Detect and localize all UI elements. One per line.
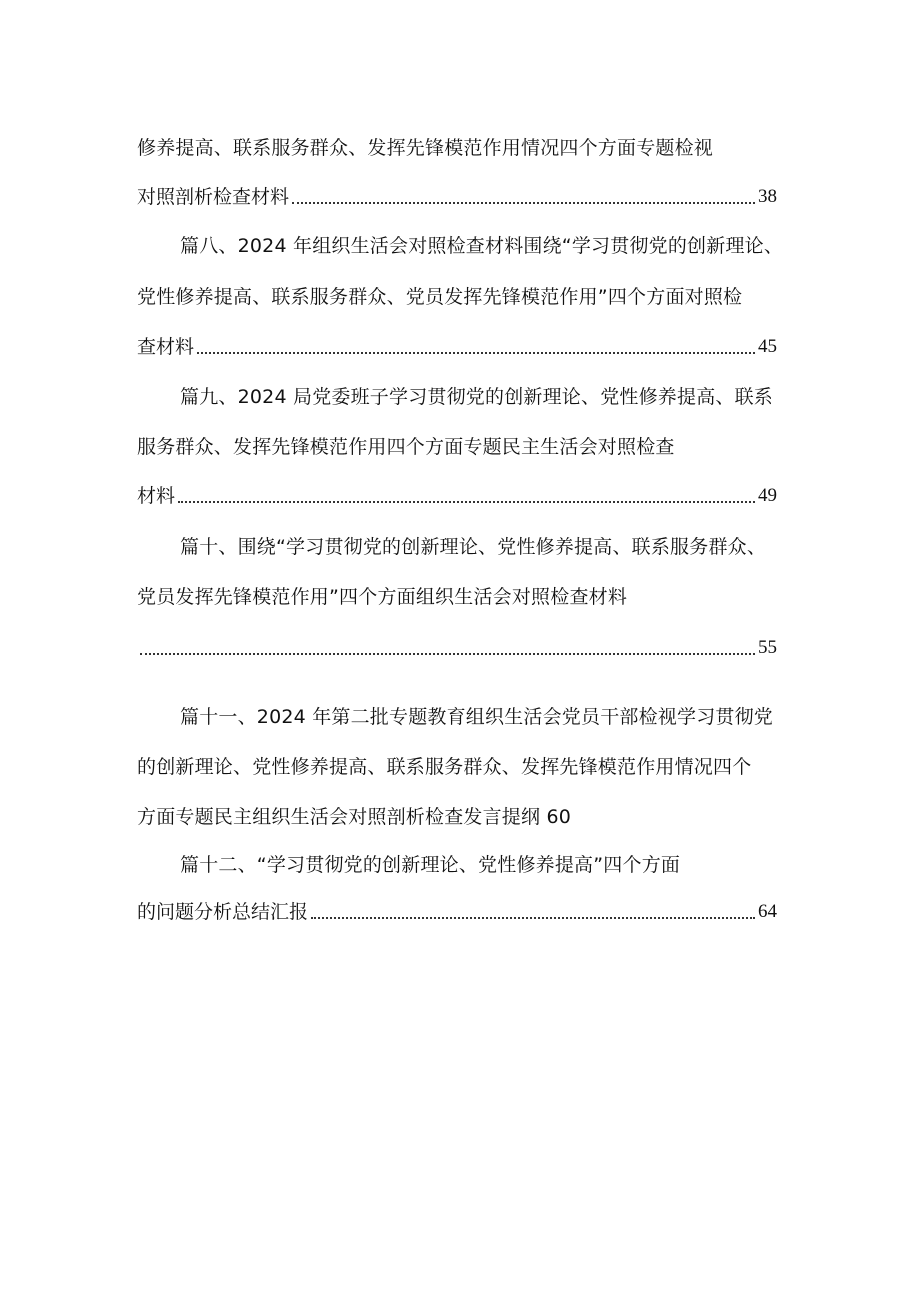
toc-entry-10-row[interactable]	[137, 634, 777, 662]
toc-entry-8-line-3: 查材料	[137, 336, 195, 358]
toc-entry-9-row[interactable]	[137, 482, 777, 510]
toc-entry-11-line-2: 的创新理论、党性修养提高、联系服务群众、发挥先锋模范作用情况四个	[137, 756, 752, 778]
toc-entry-10-line-1: 篇十、围绕“学习贯彻党的创新理论、党性修养提高、联系服务群众、	[180, 536, 767, 558]
toc-entry-12-line-1: 篇十二、“学习贯彻党的创新理论、党性修养提高”四个方面	[180, 854, 681, 876]
toc-entry-8-line-1: 篇八、2024 年组织生活会对照检查材料围绕“学习贯彻党的创新理论、	[180, 235, 784, 257]
toc-entry-7-line-1: 修养提高、联系服务群众、发挥先锋模范作用情况四个方面专题检视	[137, 137, 714, 159]
toc-entry-12-line-2: 的问题分析总结汇报	[137, 901, 309, 923]
toc-entry-8-page-number: 45	[758, 336, 777, 357]
toc-entry-9-line-3: 材料	[137, 485, 176, 507]
toc-entry-9-page-number: 49	[758, 485, 777, 506]
toc-entry-12-row[interactable]	[137, 898, 777, 926]
dot-leader	[140, 653, 755, 655]
toc-entry-8-line-2: 党性修养提高、联系服务群众、党员发挥先锋模范作用”四个方面对照检	[137, 286, 743, 308]
toc-entry-11-line-1: 篇十一、2024 年第二批专题教育组织生活会党员干部检视学习贯彻党	[180, 706, 773, 728]
toc-entry-9-line-1: 篇九、2024 局党委班子学习贯彻党的创新理论、党性修养提高、联系	[180, 386, 773, 408]
toc-entry-8-row[interactable]	[137, 333, 777, 361]
toc-entry-9-line-2: 服务群众、发挥先锋模范作用四个方面专题民主生活会对照检查	[137, 436, 675, 458]
dot-leader	[311, 917, 755, 919]
toc-entry-7-line-2: 对照剖析检查材料	[137, 186, 290, 208]
dot-leader	[178, 501, 755, 503]
toc-entry-10-page-number: 55	[758, 637, 777, 658]
toc-entry-11-line-3[interactable]: 方面专题民主组织生活会对照剖析检查发言提纲 60	[137, 806, 572, 828]
toc-entry-12-page-number: 64	[758, 901, 777, 922]
toc-entry-7-page-number: 38	[758, 186, 777, 207]
dot-leader	[197, 352, 755, 354]
toc-entry-7-row[interactable]	[137, 183, 777, 211]
toc-entry-10-line-2: 党员发挥先锋模范作用”四个方面组织生活会对照检查材料	[137, 586, 628, 608]
dot-leader	[292, 202, 755, 204]
